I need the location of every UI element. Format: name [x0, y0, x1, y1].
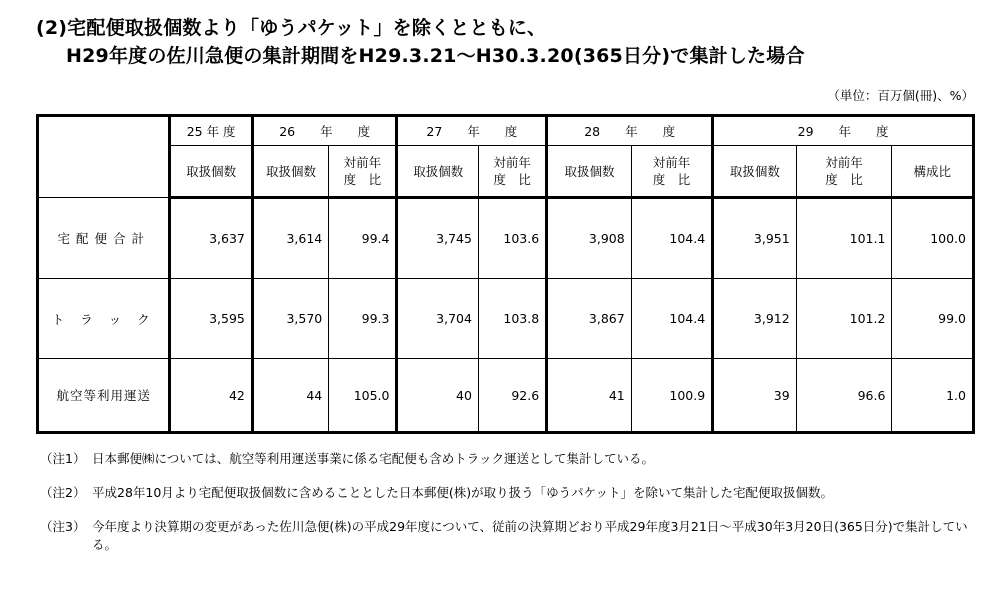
- header-ratio-26: [329, 146, 397, 198]
- cell-ratio-29: 101.2: [796, 279, 892, 359]
- footnote-1: [40, 450, 972, 468]
- ratio-label-line-1: 対前年: [652, 155, 691, 170]
- cell-count-26: 3,570: [252, 279, 328, 359]
- cell-ratio-29: 101.1: [796, 198, 892, 279]
- footnotes: [40, 450, 972, 554]
- ratio-label-line-2: 度 比: [652, 172, 691, 187]
- cell-count-29: 39: [713, 359, 797, 433]
- header-count-27: 取扱個数: [397, 146, 478, 198]
- footnote-text: 日本郵便㈱については、航空等利用運送事業に係る宅配便も含めトラック運送として集計している。: [92, 451, 655, 466]
- row-label: ト ラ ッ ク: [38, 279, 170, 359]
- header-ratio-27: [478, 146, 546, 198]
- page-title: [36, 14, 805, 70]
- cell-count-25: 3,637: [170, 198, 252, 279]
- ratio-label-line-2: 度 比: [493, 172, 531, 187]
- cell-ratio-26: 105.0: [329, 359, 397, 433]
- table-row-total: [38, 198, 974, 279]
- footnote-3: [40, 518, 972, 554]
- year-header-28: 28 年 度: [547, 116, 713, 146]
- footnote-2: [40, 484, 932, 502]
- cell-ratio-28: 100.9: [631, 359, 712, 433]
- title-line-1: (2)宅配便取扱個数より「ゆうパケット」を除くとともに、: [36, 17, 547, 39]
- cell-ratio-26: 99.4: [329, 198, 397, 279]
- cell-count-28: 41: [547, 359, 632, 433]
- year-header-27: 27 年 度: [397, 116, 547, 146]
- cell-ratio-27: 103.6: [478, 198, 546, 279]
- header-count-29: 取扱個数: [713, 146, 797, 198]
- ratio-label-line-2: 度 比: [825, 172, 863, 187]
- year-header-26: 26 年 度: [252, 116, 397, 146]
- header-count-25: 取扱個数: [170, 146, 252, 198]
- cell-ratio-28: 104.4: [631, 279, 712, 359]
- header-ratio-28: [631, 146, 712, 198]
- footnote-tag: （注2）: [40, 485, 86, 500]
- year-header-29: 29 年 度: [713, 116, 974, 146]
- cell-ratio-27: 103.8: [478, 279, 546, 359]
- header-ratio-29: [796, 146, 892, 198]
- year-header-25: 25 年 度: [170, 116, 252, 146]
- sub-header-row: [38, 146, 974, 198]
- cell-ratio-28: 104.4: [631, 198, 712, 279]
- cell-count-28: 3,908: [547, 198, 632, 279]
- table-row-truck: [38, 279, 974, 359]
- header-share-29: 構成比: [892, 146, 974, 198]
- cell-count-26: 44: [252, 359, 328, 433]
- ratio-label-line-1: 対前年: [825, 155, 863, 170]
- cell-ratio-27: 92.6: [478, 359, 546, 433]
- row-label: 宅配便合計: [38, 198, 170, 279]
- cell-share-29: 1.0: [892, 359, 974, 433]
- cell-count-25: 3,595: [170, 279, 252, 359]
- footnote-text: 平成28年10月より宅配便取扱個数に含めることとした日本郵便(株)が取り扱う「ゆうパケット」を除いて集計した宅配便取扱個数。: [92, 485, 833, 500]
- cell-count-26: 3,614: [252, 198, 328, 279]
- cell-share-29: 100.0: [892, 198, 974, 279]
- cell-count-27: 3,745: [397, 198, 478, 279]
- unit-label: （単位：百万個(冊)、%）: [827, 88, 974, 103]
- year-header-row: [38, 116, 974, 146]
- cell-ratio-26: 99.3: [329, 279, 397, 359]
- cell-count-27: 40: [397, 359, 478, 433]
- footnote-text: 今年度より決算期の変更があった佐川急便(株)の平成29年度について、従前の決算期どおり平成29年度3月21日～平成30年3月20日(365日分)で集計している。: [92, 519, 968, 552]
- cell-count-29: 3,912: [713, 279, 797, 359]
- delivery-statistics-table: [36, 114, 975, 434]
- ratio-label-line-2: 度 比: [343, 172, 382, 187]
- cell-count-25: 42: [170, 359, 252, 433]
- header-count-28: 取扱個数: [547, 146, 632, 198]
- table-row-air: [38, 359, 974, 433]
- cell-ratio-29: 96.6: [796, 359, 892, 433]
- corner-cell: [38, 116, 170, 198]
- footnote-tag: （注1）: [40, 451, 86, 466]
- cell-count-27: 3,704: [397, 279, 478, 359]
- ratio-label-line-1: 対前年: [343, 155, 382, 170]
- ratio-label-line-1: 対前年: [493, 155, 531, 170]
- cell-share-29: 99.0: [892, 279, 974, 359]
- cell-count-29: 3,951: [713, 198, 797, 279]
- header-count-26: 取扱個数: [252, 146, 328, 198]
- row-label: 航空等利用運送: [38, 359, 170, 433]
- footnote-tag: （注3）: [40, 519, 86, 534]
- cell-count-28: 3,867: [547, 279, 632, 359]
- title-line-2: H29年度の佐川急便の集計期間をH29.3.21～H30.3.20(365日分)で集計した場合: [66, 45, 805, 67]
